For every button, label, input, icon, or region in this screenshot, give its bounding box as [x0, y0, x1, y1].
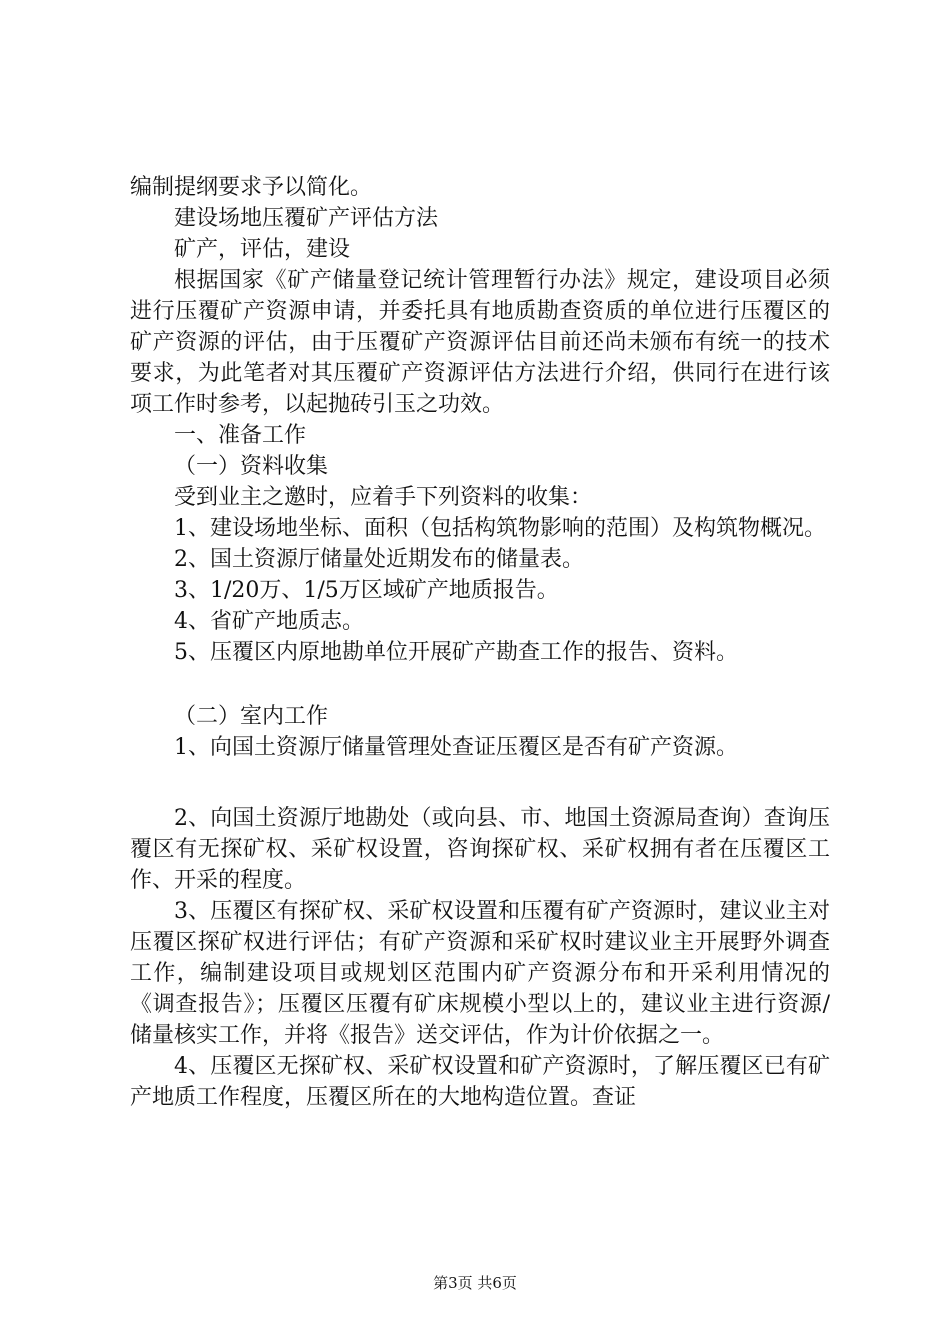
list-item: 2、国土资源厅储量处近期发布的储量表。 — [174, 547, 584, 572]
list-item: 3、压覆区有探矿权、采矿权设置和压覆有矿产资源时，建议业主对压覆区探矿权进行评估；有矿产资源和采矿权时建议业主开展野外调查工作，编制建设项目或规划区范围内矿产资源分布和开采利用情况的《调查报告》；压覆区压覆有矿床规模小型以上的，建议业主进行资源/储量核实工作，并将《报告》送交评估，作为计价依据之一。 — [130, 899, 830, 1048]
page-footer: 第3页 共6页 — [433, 1274, 517, 1292]
list-item: 4、省矿产地质志。 — [174, 609, 364, 634]
paragraph: 编制提纲要求予以简化。 — [130, 175, 373, 200]
list-item: 5、压覆区内原地勘单位开展矿产勘查工作的报告、资料。 — [174, 640, 738, 665]
list-item: 2、向国土资源厅地勘处（或向县、市、地国土资源局查询）查询压覆区有无探矿权、采矿权设置，咨询探矿权、采矿权拥有者在压覆区工作、开采的程度。 — [130, 806, 830, 893]
spacer — [130, 763, 830, 803]
list-item: 3、1/20万、1/5万区域矿产地质报告。 — [174, 578, 559, 603]
heading-preparation: 一、准备工作 — [174, 423, 307, 448]
list-item: 4、压覆区无探矿权、采矿权设置和矿产资源时，了解压覆区已有矿产地质工作程度，压覆区所在的大地构造位置。查证 — [130, 1054, 830, 1110]
subheading-data-collection: （一）资料收集 — [174, 454, 329, 479]
section-title: 建设场地压覆矿产评估方法 — [174, 206, 439, 231]
document-body — [130, 172, 830, 1113]
list-item: 1、建设场地坐标、面积（包括构筑物影响的范围）及构筑物概况。 — [174, 516, 826, 541]
paragraph: 根据国家《矿产储量登记统计管理暂行办法》规定，建设项目必须进行压覆矿产资源申请，并委托具有地质勘查资质的单位进行压覆区的矿产资源的评估，由于压覆矿产资源评估目前还尚未颁布有统一的技术要求，为此笔者对其压覆矿产资源评估方法进行介绍，供同行在进行该项工作时参考，以起抛砖引玉之功效。 — [130, 268, 830, 417]
spacer — [130, 668, 830, 701]
paragraph: 受到业主之邀时，应着手下列资料的收集： — [174, 485, 593, 510]
list-item: 1、向国土资源厅储量管理处查证压覆区是否有矿产资源。 — [174, 735, 738, 760]
subheading-indoor-work: （二）室内工作 — [174, 704, 329, 729]
keywords: 矿产，评估，建设 — [174, 237, 351, 262]
